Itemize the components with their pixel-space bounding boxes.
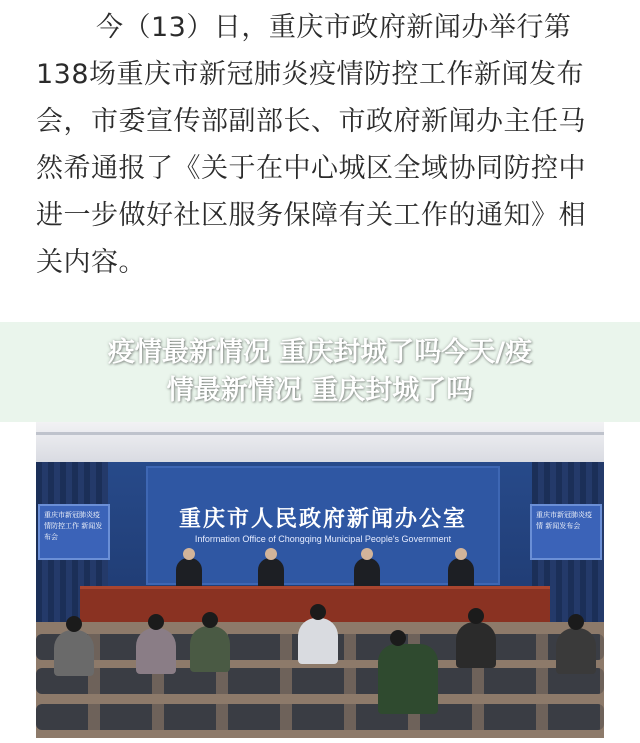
ceiling-light-strip [36,432,604,435]
article-line: 会，市委宣传部副部长、市政府新闻办主任马 [36,106,586,137]
right-display-screen: 重庆市新冠肺炎疫情 新闻发布会 [530,504,602,560]
article-line: 关内容。 [36,247,146,278]
backboard-subtitle: Information Office of Chongqing Municipal People's Government [194,534,452,544]
audience-member [190,626,230,672]
headline-line-2: 情最新情况 重庆封城了吗 [166,375,474,406]
audience-member [54,630,94,676]
headline-line-1: 疫情最新情况 重庆封城了吗今天/疫 [107,337,533,368]
article-line: 今（13）日，重庆市政府新闻办举行第 [96,12,572,43]
backboard-title: 重庆市人民政府新闻办公室 [178,507,467,532]
seat-row [36,668,604,694]
audience-member [456,622,496,668]
article-line: 进一步做好社区服务保障有关工作的通知》相 [36,200,586,231]
headline-banner [0,322,640,422]
ceiling [36,422,604,462]
left-display-screen: 重庆市新冠肺炎疫情防控工作 新闻发布会 [38,504,110,560]
audience-member [298,618,338,664]
press-conference-photo [36,422,604,738]
article-text [36,4,616,286]
audience-member [556,628,596,674]
audience-member [136,628,176,674]
article-line: 然希通报了《关于在中心城区全域协同防控中 [36,153,586,184]
audience-member [378,644,438,714]
seat-row [36,704,604,730]
article-line: 138场重庆市新冠肺炎疫情防控工作新闻发布 [36,59,585,90]
